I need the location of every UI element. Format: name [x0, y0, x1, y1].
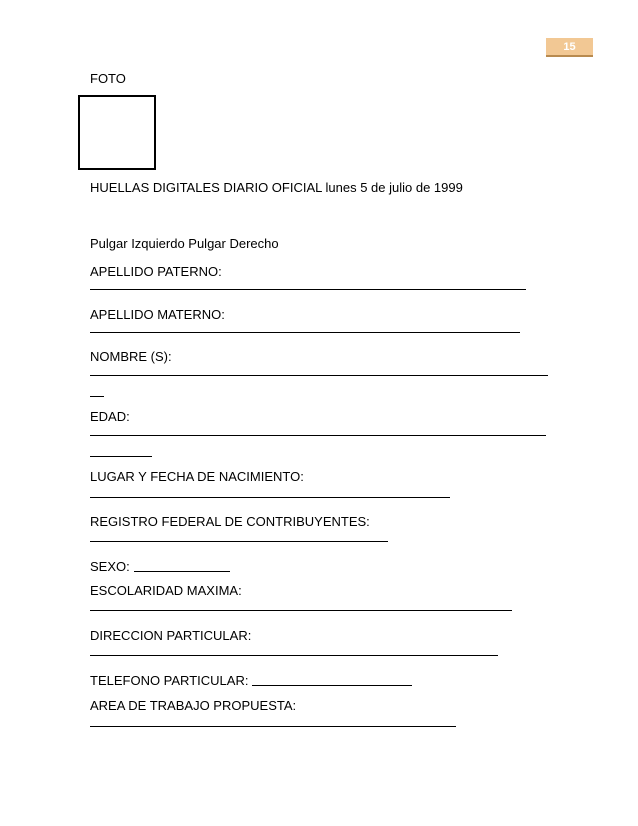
nombre-line-continuation[interactable]: [90, 396, 104, 397]
apellido-paterno-line[interactable]: [90, 289, 526, 290]
thumbs-label: Pulgar Izquierdo Pulgar Derecho: [90, 236, 279, 251]
lugar-fecha-nacimiento-line[interactable]: [90, 497, 450, 498]
escolaridad-line[interactable]: [90, 610, 512, 611]
lugar-fecha-nacimiento-label: LUGAR Y FECHA DE NACIMIENTO:: [90, 469, 304, 484]
edad-line-continuation[interactable]: [90, 456, 152, 457]
nombre-label: NOMBRE (S):: [90, 349, 172, 364]
edad-line[interactable]: [90, 435, 546, 436]
nombre-line[interactable]: [90, 375, 548, 376]
photo-label: FOTO: [90, 71, 126, 86]
edad-label: EDAD:: [90, 409, 130, 424]
photo-box: [78, 95, 156, 170]
rfc-line[interactable]: [90, 541, 388, 542]
area-trabajo-line[interactable]: [90, 726, 456, 727]
apellido-materno-label: APELLIDO MATERNO:: [90, 307, 225, 322]
telefono-line[interactable]: [252, 685, 412, 686]
page-number-badge: 15: [546, 38, 593, 57]
telefono-row: [90, 674, 412, 688]
sexo-row: [90, 560, 230, 574]
fingerprints-heading: HUELLAS DIGITALES DIARIO OFICIAL lunes 5 de julio de 1999: [90, 180, 463, 195]
direccion-line[interactable]: [90, 655, 498, 656]
rfc-label: REGISTRO FEDERAL DE CONTRIBUYENTES:: [90, 514, 370, 529]
telefono-label: TELEFONO PARTICULAR:: [90, 673, 249, 688]
sexo-line[interactable]: [134, 571, 230, 572]
escolaridad-label: ESCOLARIDAD MAXIMA:: [90, 583, 242, 598]
direccion-label: DIRECCION PARTICULAR:: [90, 628, 252, 643]
apellido-paterno-label: APELLIDO PATERNO:: [90, 264, 222, 279]
area-trabajo-label: AREA DE TRABAJO PROPUESTA:: [90, 698, 297, 713]
sexo-label: SEXO:: [90, 559, 130, 574]
apellido-materno-line[interactable]: [90, 332, 520, 333]
